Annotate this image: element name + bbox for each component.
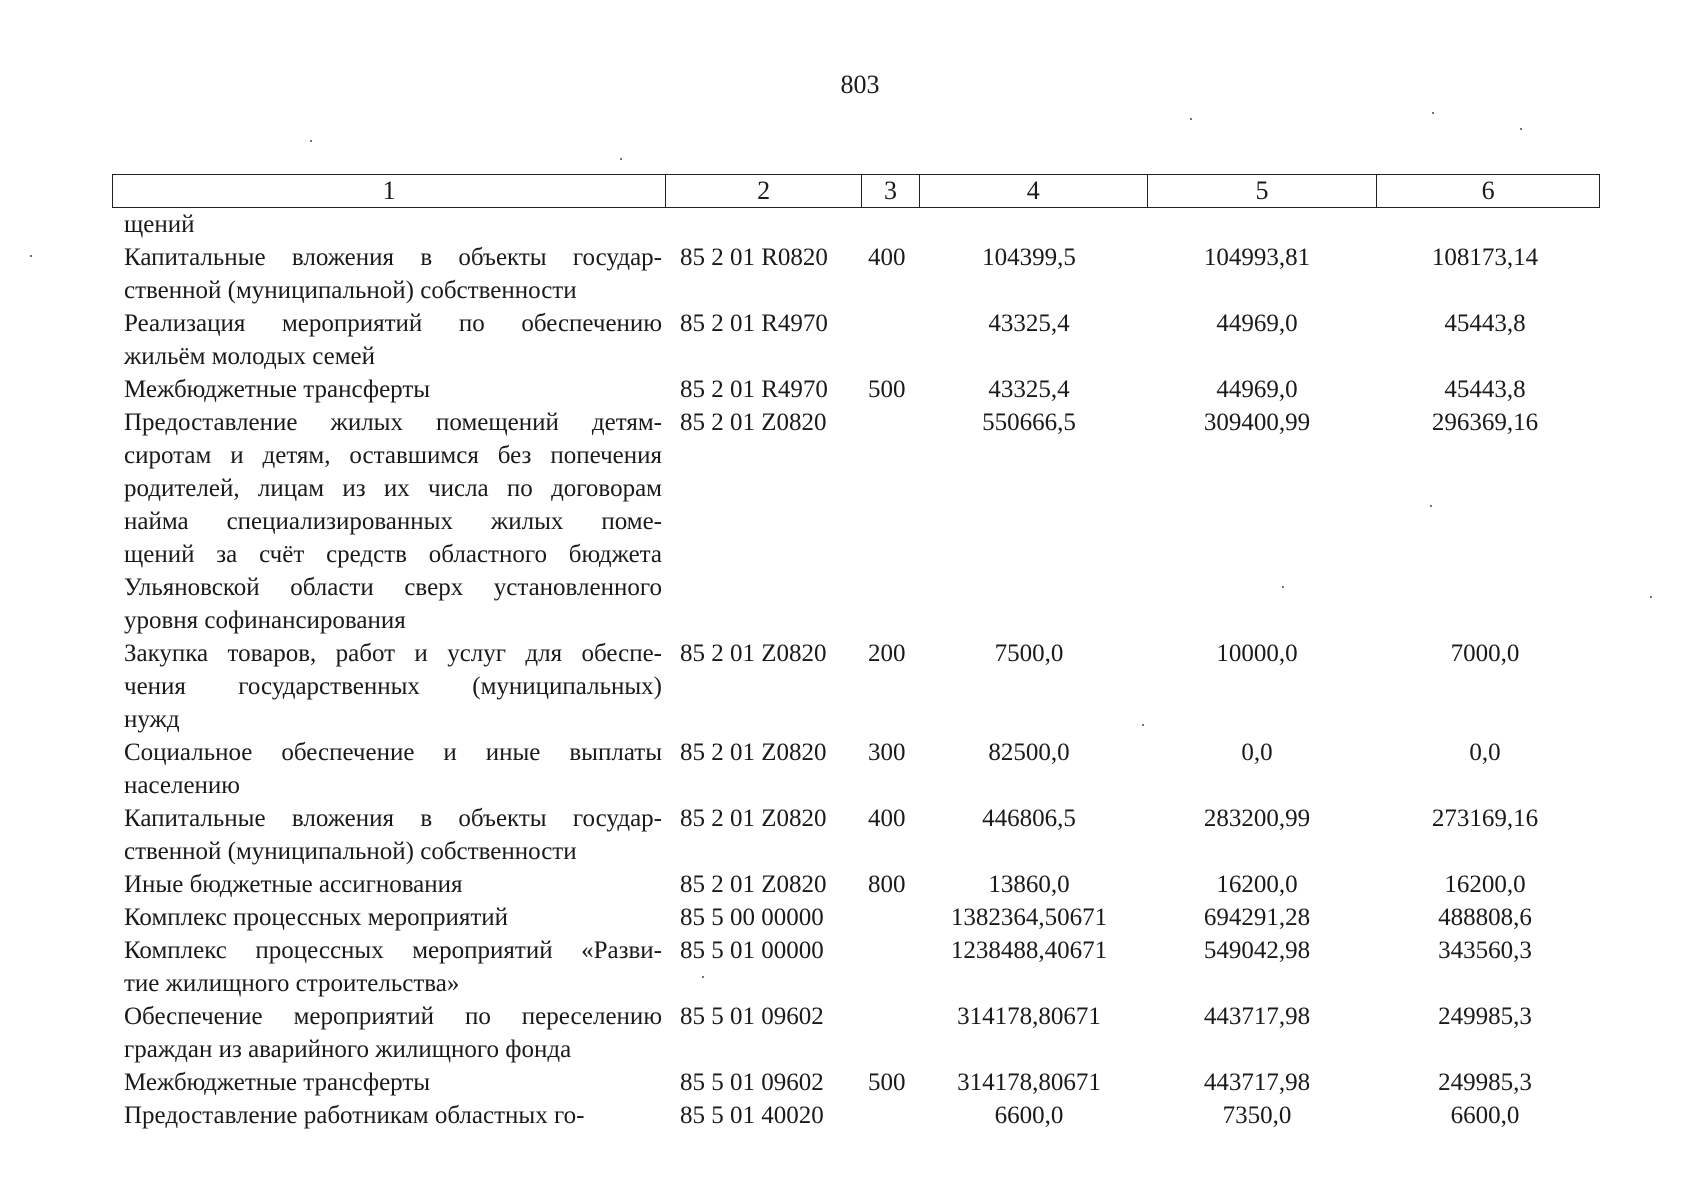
row-value-col4: 550666,5 bbox=[982, 409, 1076, 436]
row-value-col5 bbox=[1142, 208, 1372, 241]
scan-speck bbox=[702, 976, 704, 978]
row-name-line: Предоставление работникам областных го- bbox=[124, 1102, 585, 1129]
row-code: 85 5 01 40020 bbox=[680, 1102, 824, 1129]
row-name bbox=[124, 736, 662, 802]
row-name bbox=[124, 1000, 662, 1066]
row-name-line: Предоставление жилых помещений детям- bbox=[124, 409, 662, 436]
row-name bbox=[124, 406, 662, 637]
row-code: 85 2 01 Z0820 bbox=[680, 805, 827, 832]
row-value-col4: 6600,0 bbox=[994, 1102, 1064, 1129]
row-code: 85 5 00 00000 bbox=[680, 904, 824, 931]
row-name-line: Межбюджетные трансферты bbox=[124, 376, 431, 403]
row-value-col5: 7350,0 bbox=[1222, 1102, 1292, 1129]
row-name-line: Межбюджетные трансферты bbox=[124, 1069, 431, 1096]
row-name bbox=[124, 1099, 662, 1132]
row-expense-type bbox=[862, 901, 916, 934]
row-value-col6: 108173,14 bbox=[1431, 244, 1539, 271]
table-row bbox=[124, 1099, 1604, 1132]
scan-speck bbox=[1432, 112, 1434, 114]
scan-speck bbox=[1520, 128, 1522, 130]
row-value-col4: 314178,80671 bbox=[957, 1003, 1101, 1030]
row-name bbox=[124, 1066, 662, 1099]
row-expense-type: 500 bbox=[868, 1069, 906, 1096]
row-expense-type: 200 bbox=[868, 640, 906, 667]
row-name bbox=[124, 934, 662, 1000]
row-code: 85 5 01 09602 bbox=[680, 1069, 824, 1096]
row-code: 85 5 01 09602 bbox=[680, 1003, 824, 1030]
row-name-line: Социальное обеспечение и иные выплаты bbox=[124, 739, 662, 766]
page-number: 803 bbox=[840, 70, 880, 99]
row-value-col5: 10000,0 bbox=[1216, 640, 1298, 667]
row-name-line: ственной (муниципальной) собственности bbox=[124, 277, 577, 304]
row-value-col5: 283200,99 bbox=[1203, 805, 1311, 832]
header-col-3: 3 bbox=[862, 175, 920, 207]
table-row bbox=[124, 307, 1604, 373]
row-expense-type: 400 bbox=[868, 805, 906, 832]
row-value-col4: 104399,5 bbox=[982, 244, 1076, 271]
row-value-col4: 314178,80671 bbox=[957, 1069, 1101, 1096]
row-expense-type bbox=[862, 934, 916, 1000]
row-code: 85 2 01 R4970 bbox=[680, 376, 828, 403]
row-name bbox=[124, 901, 662, 934]
row-value-col4: 1382364,50671 bbox=[950, 904, 1108, 931]
row-name-line: Закупка товаров, работ и услуг для обеспе- bbox=[124, 640, 662, 667]
row-value-col4: 7500,0 bbox=[994, 640, 1064, 667]
scan-speck bbox=[30, 255, 32, 257]
row-value-col4: 43325,4 bbox=[988, 310, 1070, 337]
row-code: 85 2 01 Z0820 bbox=[680, 409, 827, 436]
table-row bbox=[124, 736, 1604, 802]
row-name-line: ственной (муниципальной) собственности bbox=[124, 838, 577, 865]
row-value-col6: 296369,16 bbox=[1431, 409, 1539, 436]
row-expense-type bbox=[862, 307, 916, 373]
row-value-col4: 82500,0 bbox=[988, 739, 1070, 766]
row-value-col4: 446806,5 bbox=[982, 805, 1076, 832]
row-value-col5: 16200,0 bbox=[1216, 871, 1298, 898]
row-expense-type: 500 bbox=[868, 376, 906, 403]
row-value-col5: 443717,98 bbox=[1203, 1003, 1311, 1030]
table-row bbox=[124, 901, 1604, 934]
row-expense-type bbox=[862, 208, 916, 241]
row-name bbox=[124, 637, 662, 736]
row-name bbox=[124, 208, 662, 241]
row-code bbox=[662, 208, 862, 241]
row-name-line: сиротам и детям, оставшимся без попечения bbox=[124, 442, 662, 469]
table-row bbox=[124, 1066, 1604, 1099]
row-value-col5: 443717,98 bbox=[1203, 1069, 1311, 1096]
row-value-col6: 6600,0 bbox=[1450, 1102, 1520, 1129]
table-row bbox=[124, 208, 1604, 241]
row-name bbox=[124, 868, 662, 901]
table-row bbox=[124, 802, 1604, 868]
row-code: 85 2 01 R4970 bbox=[680, 310, 828, 337]
row-expense-type: 400 bbox=[868, 244, 906, 271]
row-value-col4: 1238488,40671 bbox=[950, 937, 1108, 964]
table-row bbox=[124, 934, 1604, 1000]
row-name-line: найма специализированных жилых поме- bbox=[124, 508, 662, 535]
table-header bbox=[112, 174, 1600, 208]
row-name-line: Капитальные вложения в объекты государ- bbox=[124, 244, 662, 271]
row-name-line: щений bbox=[124, 211, 195, 238]
scan-speck bbox=[1650, 596, 1652, 598]
scan-speck bbox=[1190, 118, 1192, 120]
row-value-col5: 694291,28 bbox=[1203, 904, 1311, 931]
row-value-col5: 309400,99 bbox=[1203, 409, 1311, 436]
row-name-line: Комплекс процессных мероприятий «Разви- bbox=[124, 937, 662, 964]
row-value-col5: 0,0 bbox=[1241, 739, 1273, 766]
header-col-2: 2 bbox=[666, 175, 862, 207]
row-name-line: уровня софинансирования bbox=[124, 607, 406, 634]
row-name bbox=[124, 307, 662, 373]
header-col-5: 5 bbox=[1148, 175, 1378, 207]
row-name-line: Ульяновской области сверх установленного bbox=[124, 574, 662, 601]
table-row bbox=[124, 868, 1604, 901]
row-expense-type bbox=[862, 406, 916, 637]
row-code: 85 2 01 R0820 bbox=[680, 244, 828, 271]
row-name-line: Реализация мероприятий по обеспечению bbox=[124, 310, 662, 337]
table-row bbox=[124, 406, 1604, 637]
row-expense-type bbox=[862, 1099, 916, 1132]
row-name-line: тие жилищного строительства» bbox=[124, 970, 460, 997]
header-col-4: 4 bbox=[920, 175, 1148, 207]
row-code: 85 2 01 Z0820 bbox=[680, 871, 827, 898]
row-value-col6 bbox=[1372, 208, 1598, 241]
row-expense-type bbox=[862, 1000, 916, 1066]
row-value-col6: 249985,3 bbox=[1438, 1003, 1532, 1030]
row-name bbox=[124, 373, 662, 406]
table-body bbox=[124, 208, 1604, 1132]
scan-speck bbox=[310, 140, 312, 142]
row-value-col5: 549042,98 bbox=[1203, 937, 1311, 964]
row-code: 85 2 01 Z0820 bbox=[680, 739, 827, 766]
row-name-line: жильём молодых семей bbox=[124, 343, 376, 370]
row-value-col6: 0,0 bbox=[1469, 739, 1501, 766]
row-name-line: родителей, лицам из их числа по договорам bbox=[124, 475, 662, 502]
row-name-line: граждан из аварийного жилищного фонда bbox=[124, 1036, 572, 1063]
row-value-col5: 104993,81 bbox=[1203, 244, 1311, 271]
row-value-col4 bbox=[916, 208, 1142, 241]
row-name-line: Комплекс процессных мероприятий bbox=[124, 904, 509, 931]
row-value-col6: 249985,3 bbox=[1438, 1069, 1532, 1096]
table-row bbox=[124, 373, 1604, 406]
row-value-col6: 343560,3 bbox=[1438, 937, 1532, 964]
row-name-line: Обеспечение мероприятий по переселению bbox=[124, 1003, 662, 1030]
row-name bbox=[124, 241, 662, 307]
row-code: 85 2 01 Z0820 bbox=[680, 640, 827, 667]
header-col-6: 6 bbox=[1481, 176, 1495, 205]
row-value-col4: 43325,4 bbox=[988, 376, 1070, 403]
row-value-col5: 44969,0 bbox=[1216, 310, 1298, 337]
scan-speck bbox=[620, 158, 622, 160]
row-name-line: населению bbox=[124, 772, 240, 799]
scan-speck bbox=[1142, 724, 1144, 726]
row-value-col6: 7000,0 bbox=[1450, 640, 1520, 667]
row-value-col6: 16200,0 bbox=[1444, 871, 1526, 898]
row-expense-type: 300 bbox=[868, 739, 906, 766]
scan-speck bbox=[1282, 586, 1284, 588]
table-row bbox=[124, 637, 1604, 736]
row-value-col6: 45443,8 bbox=[1444, 310, 1526, 337]
row-value-col6: 273169,16 bbox=[1431, 805, 1539, 832]
row-value-col6: 45443,8 bbox=[1444, 376, 1526, 403]
header-col-1: 1 bbox=[113, 175, 666, 207]
table-row bbox=[124, 241, 1604, 307]
row-expense-type: 800 bbox=[868, 871, 906, 898]
row-value-col6: 488808,6 bbox=[1438, 904, 1532, 931]
row-name-line: нужд bbox=[124, 706, 180, 733]
table-row bbox=[124, 1000, 1604, 1066]
row-name bbox=[124, 802, 662, 868]
row-name-line: чения государственных (муниципальных) bbox=[124, 673, 662, 700]
row-value-col4: 13860,0 bbox=[988, 871, 1070, 898]
row-name-line: щений за счёт средств областного бюджета bbox=[124, 541, 662, 568]
row-code: 85 5 01 00000 bbox=[680, 937, 824, 964]
row-value-col5: 44969,0 bbox=[1216, 376, 1298, 403]
scan-speck bbox=[1430, 505, 1432, 507]
row-name-line: Иные бюджетные ассигнования bbox=[124, 871, 463, 898]
row-name-line: Капитальные вложения в объекты государ- bbox=[124, 805, 662, 832]
